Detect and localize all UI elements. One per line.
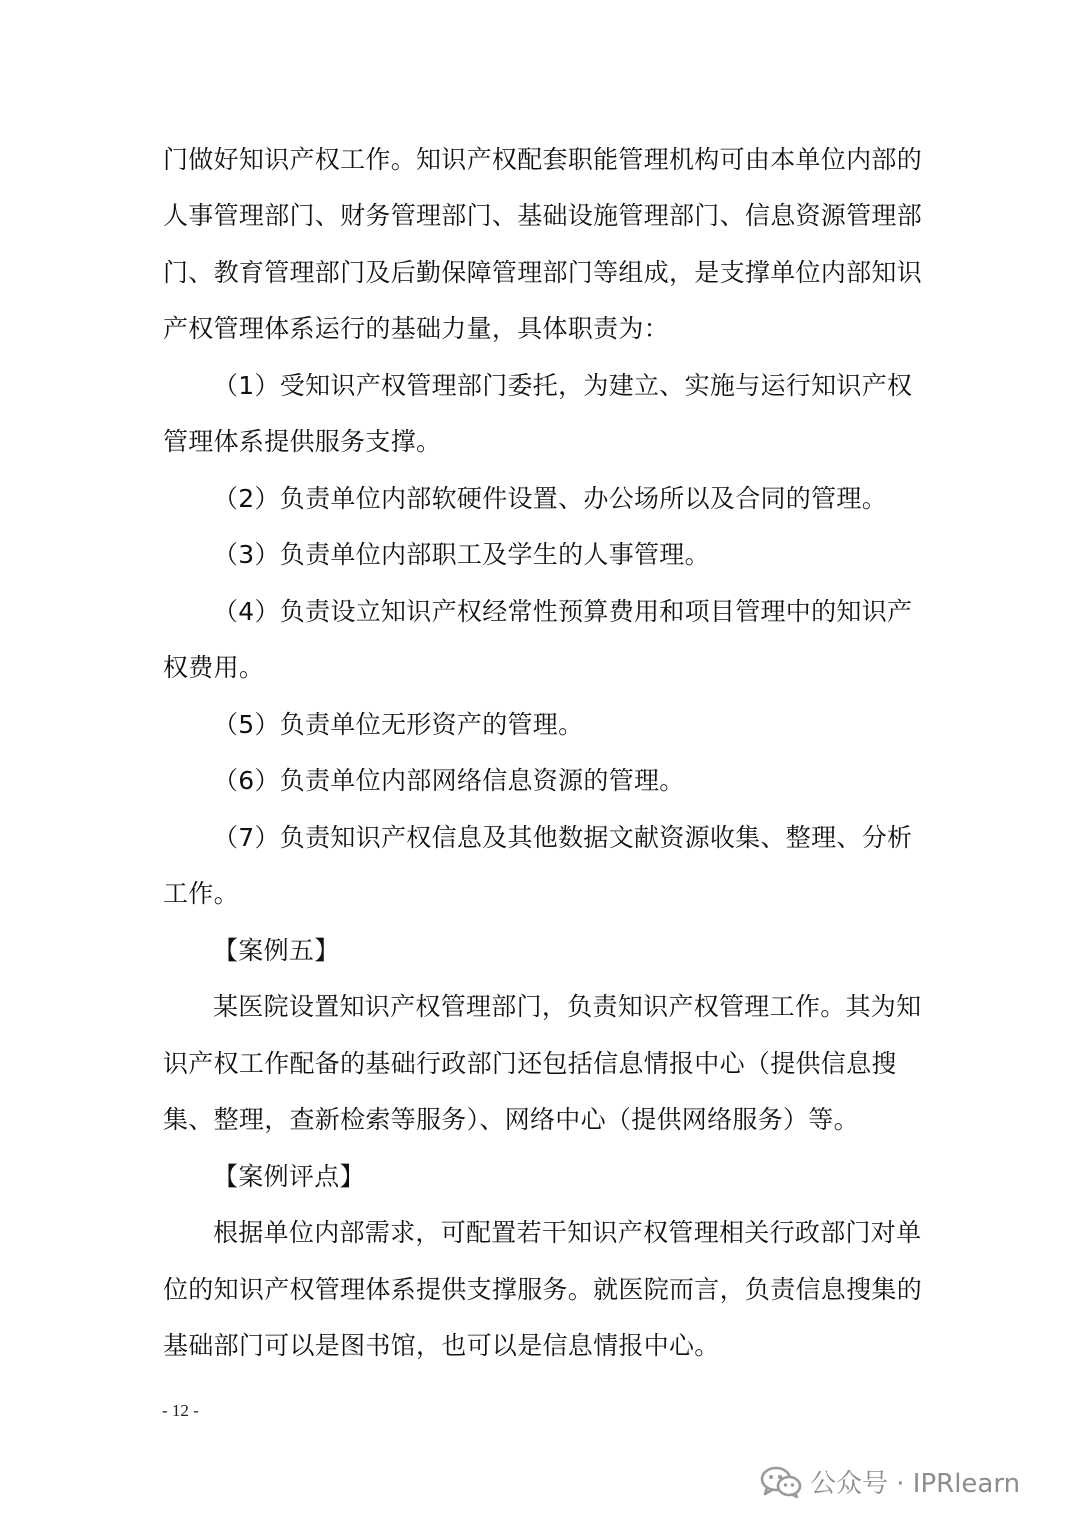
text-line: （3）负责单位内部职工及学生的人事管理。 — [213, 540, 710, 569]
section-heading: 【案例五】 — [213, 936, 340, 965]
wechat-watermark — [760, 1463, 1020, 1500]
text-line: 管理体系提供服务支撑。 — [163, 427, 442, 456]
watermark-text: 公众号 · IPRlearn — [810, 1469, 1021, 1499]
text-line: 识产权工作配备的基础行政部门还包括信息情报中心（提供信息搜 — [163, 1049, 897, 1078]
text-line: 工作。 — [163, 879, 239, 908]
text-line: 位的知识产权管理体系提供支撑服务。就医院而言，负责信息搜集的 — [163, 1275, 923, 1304]
text-line: 根据单位内部需求，可配置若干知识产权管理相关行政部门对单 — [213, 1218, 922, 1247]
text-line: （2）负责单位内部软硬件设置、办公场所以及合同的管理。 — [213, 484, 888, 513]
text-line: 产权管理体系运行的基础力量，具体职责为： — [163, 314, 670, 343]
text-line: 人事管理部门、财务管理部门、基础设施管理部门、信息资源管理部 — [163, 201, 923, 230]
text-line: （1）受知识产权管理部门委托，为建立、实施与运行知识产权 — [213, 371, 913, 400]
text-line: （7）负责知识产权信息及其他数据文献资源收集、整理、分析 — [213, 823, 913, 852]
section-heading: 【案例评点】 — [213, 1162, 365, 1191]
text-line: （5）负责单位无形资产的管理。 — [213, 710, 584, 739]
page-number: - 12 - — [162, 1401, 199, 1420]
text-line: （4）负责设立知识产权经常性预算费用和项目管理中的知识产 — [213, 597, 913, 626]
text-line: 门做好知识产权工作。知识产权配套职能管理机构可由本单位内部的 — [163, 145, 923, 174]
text-line: 基础部门可以是图书馆，也可以是信息情报中心。 — [163, 1331, 720, 1360]
wechat-icon — [760, 1465, 802, 1499]
text-line: 集、整理，查新检索等服务）、网络中心（提供网络服务）等。 — [163, 1105, 859, 1134]
text-line: （6）负责单位内部网络信息资源的管理。 — [213, 766, 685, 795]
text-line: 权费用。 — [163, 653, 265, 682]
text-line: 某医院设置知识产权管理部门，负责知识产权管理工作。其为知 — [213, 992, 922, 1021]
text-line: 门、教育管理部门及后勤保障管理部门等组成，是支撑单位内部知识 — [163, 258, 923, 287]
